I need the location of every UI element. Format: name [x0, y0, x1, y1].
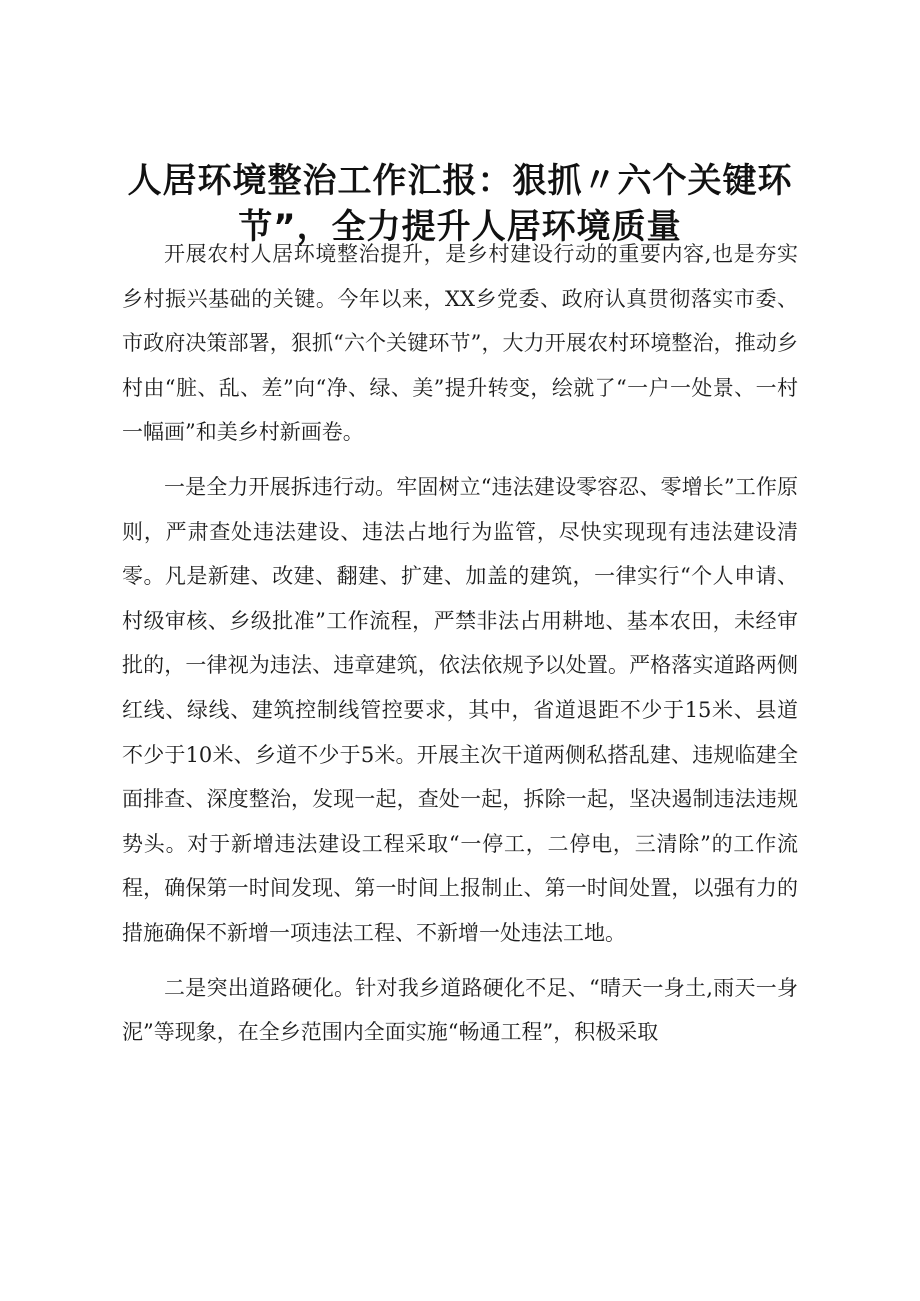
- paragraph-road-hardening: 二是突出道路硬化。针对我乡道路硬化不足、“晴天一身土,雨天一身泥”等现象，在全乡范围内全面实施“畅通工程”，积极采取: [122, 975, 798, 1045]
- paragraph-intro: 开展农村人居环境整治提升，是乡村建设行动的重要内容,也是夯实乡村振兴基础的关键。今年以来，XX乡党委、政府认真贯彻落实市委、市政府决策部署，狠抓“六个关键环节”，大力开展农村环境整治，推动乡村由“脏、乱、差”向“净、绿、美”提升转变，绘就了“一户一处景、一村一幅画”和美乡村新画卷。: [122, 242, 798, 445]
- title-line-2: 节”，全力提升人居环境质量: [238, 207, 682, 247]
- paragraph-demolition: 一是全力开展拆违行动。牢固树立“违法建设零容忍、零增长”工作原则，严肃查处违法建设、违法占地行为监管，尽快实现现有违法建设清零。凡是新建、改建、翻建、扩建、加盖的建筑，一律实行“个人申请、村级审核、乡级批准”工作流程，严禁非法占用耕地、基本农田，未经审批的，一律视为违法、违章建筑，依法依规予以处置。严格落实道路两侧红线、绿线、建筑控制线管控要求，其中，省道退距不少于15米、县道不少于10米、乡道不少于5米。开展主次干道两侧私搭乱建、违规临建全面排查、深度整治，发现一起，查处一起，拆除一起，坚决遏制违法违规势头。对于新增违法建设工程采取“一停工，二停电，三清除”的工作流程，确保第一时间发现、第一时间上报制止、第一时间处置，以强有力的措施确保不新增一项违法工程、不新增一处违法工地。: [122, 474, 798, 945]
- document-body: [122, 232, 798, 1055]
- title-line-1: 人居环境整治工作汇报：狠抓〃六个关键环: [127, 161, 793, 201]
